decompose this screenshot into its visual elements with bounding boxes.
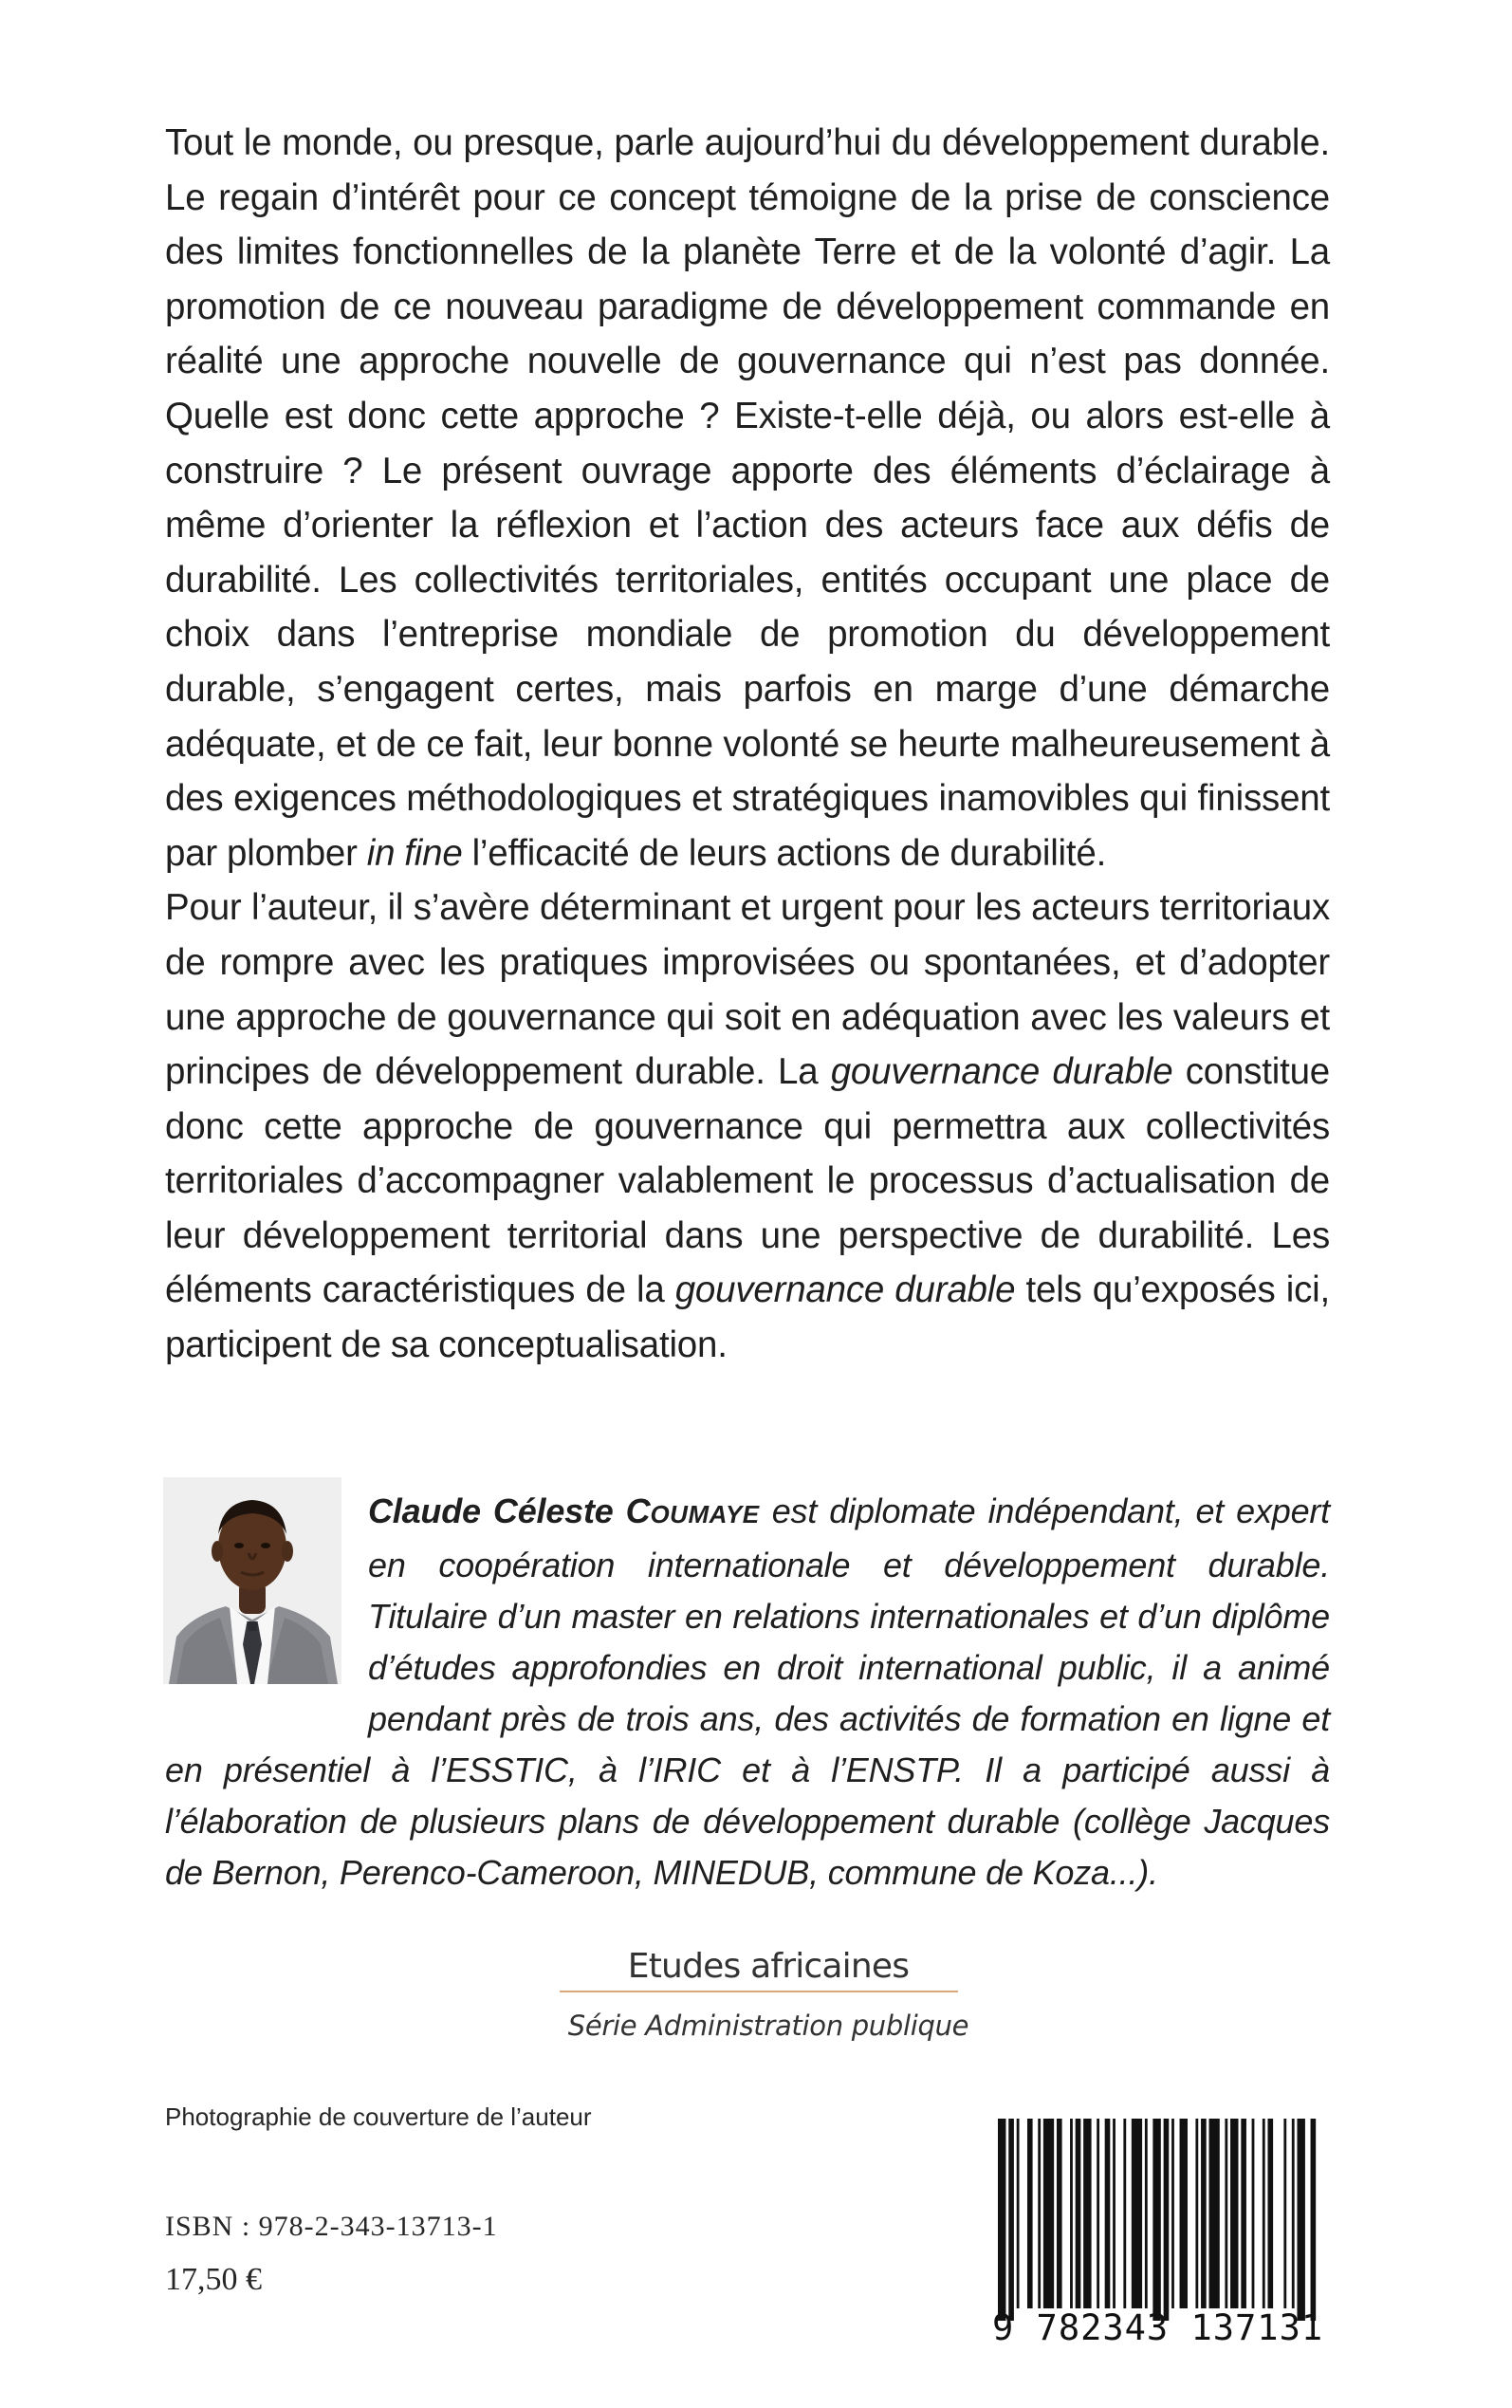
emphasis: gouvernance durable	[830, 1051, 1173, 1093]
barcode-bar	[1292, 2119, 1295, 2308]
summary-text	[165, 116, 1330, 1373]
barcode-bar	[1252, 2119, 1255, 2308]
barcode-bar	[1209, 2119, 1220, 2308]
barcode-bar	[1105, 2119, 1111, 2308]
author-name: Claude Céleste COUMAYE	[368, 1491, 760, 1530]
series-title: Etudes africaines	[627, 1947, 910, 1986]
photo-credit: Photographie de couverture de l’auteur	[165, 2102, 592, 2131]
barcode-bar	[1152, 2119, 1160, 2321]
barcode-bar	[1123, 2119, 1126, 2308]
barcode-bar	[1017, 2119, 1020, 2308]
barcode-bar	[1057, 2119, 1062, 2308]
barcode-bar	[998, 2119, 1005, 2321]
barcode-bar	[1230, 2119, 1238, 2308]
summary-paragraph-1: Tout le monde, ou presque, parle aujourd’hui du développement durable. Le regain d’intérêt pour ce concept témoigne de la prise de conscience des limites fonctionnelles de la planète Terre et de la volonté d’agir. La promotion de ce nouveau paradigme de développement commande en réalité une approche nouvelle de gouvernance qui n’est pas donnée. Quelle est donc cette approche ? Existe-t-elle déjà, ou alors est-elle à construire ? Le présent ouvrage apporte des éléments d’éclairage à même d’orienter la réflexion et l’action des acteurs face aux défis de durabilité. Les collectivités territoriales, entités occupant une place de choix dans l’entreprise mondiale de promotion du développement durable, s’engagent certes, mais parfois en marge d’une démarche adéquate, et de ce fait, leur bonne volonté se heurte malheureusement à des exigences méthodologiques et stratégiques inamovibles qui finissent par plomber in fine l’efficacité de leurs actions de durabilité.	[165, 122, 1330, 874]
emphasis: gouvernance durable	[674, 1269, 1016, 1311]
barcode-bar	[1097, 2119, 1099, 2308]
barcode-bar	[1225, 2119, 1227, 2308]
barcode-bar	[1164, 2119, 1170, 2321]
barcode-bar	[1038, 2119, 1041, 2308]
barcode-bar	[1195, 2119, 1198, 2308]
barcode-bar	[1083, 2119, 1091, 2308]
barcode-icon	[992, 2119, 1324, 2321]
barcode-bar	[1180, 2119, 1188, 2308]
barcode-bar	[1008, 2119, 1014, 2321]
price: 17,50 €	[165, 2262, 262, 2297]
barcode-bar	[1132, 2119, 1142, 2308]
barcode-bar	[1267, 2119, 1273, 2308]
barcode-bar	[1070, 2119, 1073, 2308]
photo-spacer	[165, 1486, 368, 1742]
barcode-bar	[1241, 2119, 1246, 2308]
barcode-bar	[1283, 2119, 1286, 2308]
barcode-digits: 9 782343 137131	[992, 2307, 1324, 2348]
author-bio-text: Claude Céleste COUMAYE est diplomate indépendant, et expert en coopération internationale et développement durable. Titulaire d’un master en relations internationales et d’un diplôme d’études approfondies en droit international public, il a animé pendant près de trois ans, des activités de formation en ligne et en présentiel à l’ESSTIC, à l’IRIC et à l’ENSTP. Il a participé aussi à l’élaboration de plusieurs plans de développement durable (collège Jacques de Bernon, Perenco-Cameroon, MINEDUB, commune de Koza...).	[165, 1491, 1330, 1892]
barcode-bar	[1201, 2119, 1207, 2308]
barcode-bar	[1297, 2119, 1304, 2321]
series-subtitle: Série Administration publique	[567, 2010, 969, 2042]
author-bio	[165, 1486, 1330, 1899]
latin-phrase: in fine	[366, 832, 463, 874]
barcode-bar	[1171, 2119, 1174, 2308]
barcode-bar	[1263, 2119, 1265, 2308]
summary-paragraph-2: Pour l’auteur, il s’avère déterminant et urgent pour les acteurs territoriaux de rompre avec les pratiques improvisées ou spontanées, et d’adopter une approche de gouvernance qui soit en adéquation avec les valeurs et principes de développement durable. La gouvernance durable constitue donc cette approche de gouvernance qui permettra aux collectivités territoriales d’accompagner valablement le processus d’actualisation de leur développement territorial dans une perspective de durabilité. Les éléments caractéristiques de la gouvernance durable tels qu’exposés ici, participent de sa conceptualisation.	[165, 887, 1330, 1366]
barcode-bar	[1145, 2119, 1148, 2308]
barcode-bar	[1027, 2119, 1033, 2308]
series-divider	[560, 1991, 958, 1992]
barcode-bar	[1043, 2119, 1054, 2308]
isbn: ISBN : 978-2-343-13713-1	[165, 2211, 498, 2242]
barcode-bar	[1113, 2119, 1116, 2308]
barcode-bar	[1311, 2119, 1317, 2321]
barcode-bar	[1076, 2119, 1081, 2308]
